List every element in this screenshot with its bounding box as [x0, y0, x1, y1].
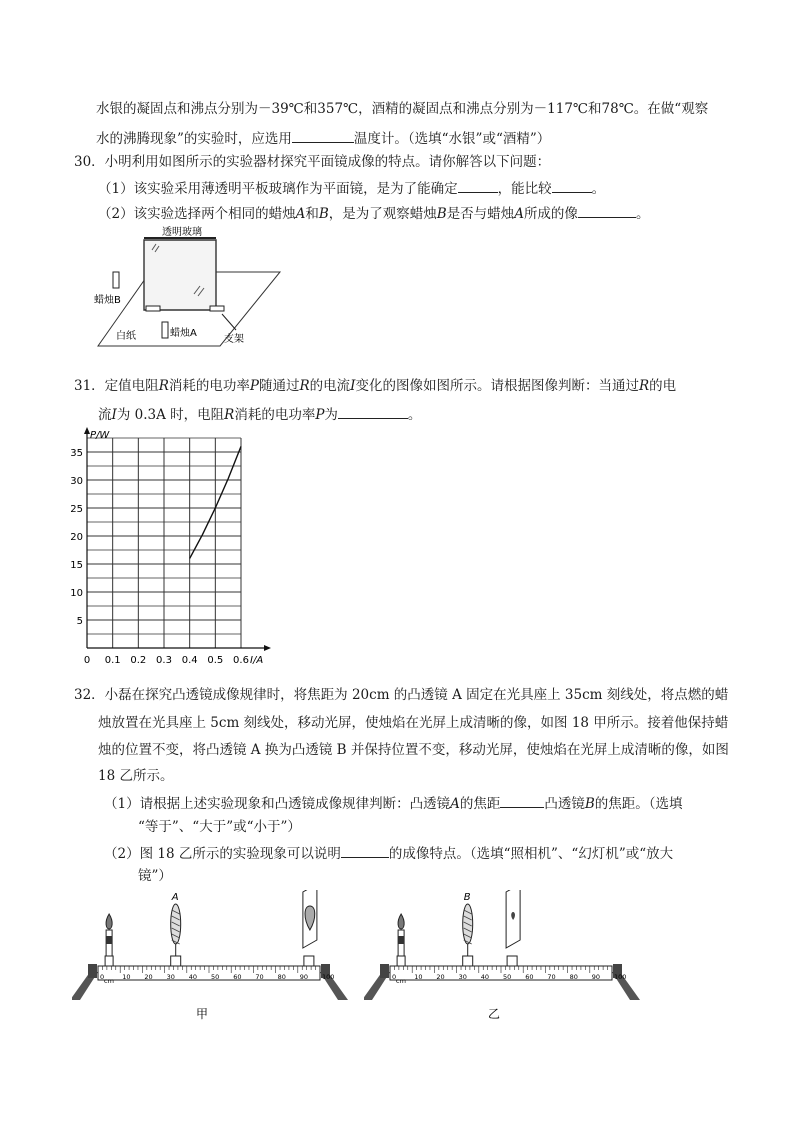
power-current-chart [64, 426, 274, 666]
ruler-tick-label: 60 [525, 973, 534, 981]
q29-line2-b: 温度计。（选填“水银”或“酒精”） [353, 131, 551, 147]
q31-line2 [98, 404, 421, 424]
q29-answer-blank[interactable] [292, 128, 354, 143]
ruler-tick-label: 50 [211, 973, 220, 981]
var-R: R [158, 378, 169, 394]
q31-l1-a: 31．定值电阻 [74, 378, 159, 394]
ruler-tick-label: 10 [414, 973, 423, 981]
q32-s2-a: （2）图 18 乙所示的实验现象可以说明 [104, 846, 341, 862]
q31-l1-e: 变化的图像如图所示。请根据图像判断：当通过 [355, 378, 639, 394]
lens-holder [171, 956, 181, 966]
candle-b [113, 272, 119, 288]
candle-flame [398, 914, 404, 929]
ruler-tick-label: 70 [255, 973, 264, 981]
ruler-tick-label: 90 [591, 973, 601, 981]
var-B: B [318, 206, 329, 222]
q31-l1-f: 的电 [649, 378, 677, 394]
var-A: A [514, 206, 524, 222]
x-axis-arrow [264, 645, 271, 651]
q32-p2: 烛放置在光具座上 5cm 刻线处，移动光屏，使烛焰在光屏上成清晰的像，如图 18 甲所示。接着他保持蜡 [98, 715, 729, 731]
y-tick-label: 15 [70, 560, 83, 571]
q30-blank-1[interactable] [458, 178, 498, 193]
q29-line2-a: 水的沸腾现象”的实验时，应选用 [96, 131, 292, 147]
x-tick-label: 0.6 [233, 655, 249, 666]
q32-sub2 [104, 843, 673, 863]
figure-label: 乙 [487, 1007, 501, 1021]
q30-sub2-a: （2）该实验选择两个相同的蜡烛 [98, 206, 296, 222]
var-A: A [295, 206, 306, 222]
ruler-tick-label: 50 [503, 973, 512, 981]
q32-blank-2[interactable] [341, 843, 389, 858]
q32-s1-c: 凸透镜 [544, 796, 585, 812]
screen-holder [507, 956, 517, 966]
q30-sub1-a: （1）该实验采用薄透明平板玻璃作为平面镜，是为了能确定 [98, 181, 458, 197]
y-axis-label: P/W [90, 430, 110, 441]
ruler-tick-label: 40 [188, 973, 198, 981]
ruler-tick-label: 80 [277, 973, 286, 981]
ruler-tick-label: 60 [233, 973, 242, 981]
lens-label: B [463, 892, 471, 903]
y-tick-label: 20 [70, 532, 83, 543]
q31-l1-b: 消耗的电功率 [168, 378, 250, 394]
q32-p3: 烛的位置不变，将凸透镜 A 换为凸透镜 B 并保持位置不变，移动光屏，使烛焰在光屏上成清晰的像，如图 [98, 742, 729, 758]
q30-blank-2[interactable] [552, 178, 592, 193]
q30-sub2 [98, 203, 649, 223]
candle-b-label: 蜡烛B [94, 295, 121, 306]
ruler-unit: cm [104, 977, 114, 985]
x-tick-label: 0.4 [181, 655, 198, 666]
q31-l2-b: 为 0.3A 时，电阻 [116, 407, 225, 423]
y-tick-label: 35 [70, 448, 83, 459]
q30-sub1-b: ，能比较 [497, 181, 552, 197]
var-P: P [249, 378, 259, 394]
q31-l1-d: 的电流 [309, 378, 351, 394]
q32-sub1-options: “等于”、“大于”或“小于”） [138, 819, 301, 835]
q32-p1: 32．小磊在探究凸透镜成像规律时，将焦距为 20cm 的凸透镜 A 固定在光具座上 35cm 刻线处，将点燃的蜡 [74, 687, 729, 703]
q32-s1-a: （1）请根据上述实验现象和凸透镜成像规律判断：凸透镜 [104, 796, 451, 812]
ruler-tick-label: 20 [436, 973, 445, 981]
q30-sub2-f: 。 [635, 206, 650, 222]
candle-holder [397, 956, 405, 966]
x-tick-label: 0.1 [104, 655, 121, 666]
q29-line1: 水银的凝固点和沸点分别为－39℃和357℃，酒精的凝固点和沸点分别为－117℃和78℃。在做“观察 [96, 101, 709, 117]
y-tick-label: 5 [76, 616, 83, 627]
ruler-tick-label: 70 [547, 973, 556, 981]
q32-sub1 [104, 793, 683, 813]
q30-sub2-c: ，是为了观察蜡烛 [328, 206, 437, 222]
q31-l2-d: 为 [324, 407, 338, 423]
glass-plate [144, 240, 216, 310]
figure-label: 甲 [195, 1007, 209, 1021]
ruler-tick-label: 80 [569, 973, 578, 981]
candle-flame [106, 914, 112, 929]
optical-bench-figure-jia [72, 890, 352, 1025]
stand-right [210, 306, 224, 311]
ruler-tick-label: 0 [392, 973, 397, 981]
y-tick-label: 30 [70, 476, 83, 487]
ruler-tick-label: 40 [480, 973, 490, 981]
q31-answer-blank[interactable] [338, 404, 408, 419]
q31-l2-e: 。 [407, 407, 422, 423]
q31-l2-a: 流 [98, 407, 112, 423]
var-R: R [224, 407, 235, 423]
ruler-tick-label: 0 [100, 973, 105, 981]
var-P: P [315, 407, 325, 423]
x-tick-label: 0.3 [156, 655, 172, 666]
y-tick-label: 10 [70, 588, 83, 599]
x-tick-label: 0.2 [130, 655, 147, 666]
q30-blank-3[interactable] [578, 203, 636, 218]
lens-label: A [171, 892, 179, 903]
bench-end-left [380, 964, 389, 978]
q30-stem: 30．小明利用如图所示的实验器材探究平面镜成像的特点。请你解答以下问题： [74, 154, 551, 170]
q32-sub2-tail: 镜”） [138, 868, 172, 884]
q32-s1-d: 的焦距。（选填 [594, 796, 683, 812]
x-axis-label: I/A [250, 655, 264, 666]
q32-blank-1[interactable] [500, 793, 544, 808]
var-B: B [584, 796, 595, 812]
ruler-tick-label: 30 [458, 973, 467, 981]
var-I: I [350, 378, 356, 394]
ruler-unit: cm [396, 977, 406, 985]
ruler-tick-label: 20 [144, 973, 153, 981]
var-R: R [638, 378, 650, 394]
stand-label: 支架 [224, 334, 244, 345]
candle-a-label: 蜡烛A [170, 328, 197, 339]
y-tick-label: 25 [70, 504, 83, 515]
var-I: I [111, 407, 117, 423]
q32-s1-b: 的焦距 [459, 796, 501, 812]
var-R: R [299, 378, 310, 394]
q30-sub2-d: 是否与蜡烛 [446, 206, 515, 222]
ruler-tick-label: 100 [322, 973, 335, 981]
q30-sub2-b: 和 [305, 206, 319, 222]
stand-left [146, 306, 160, 311]
q29-line2 [96, 128, 550, 148]
mirror-experiment-figure [90, 222, 300, 352]
q31-l1-c: 随通过 [258, 378, 300, 394]
x-tick-label: 0 [83, 655, 91, 666]
ruler-tick-label: 100 [614, 973, 627, 981]
ruler-tick-label: 10 [122, 973, 131, 981]
bench-end-left [88, 964, 97, 978]
q31-l2-c: 消耗的电功率 [234, 407, 316, 423]
q30-sub1 [98, 178, 605, 198]
var-A: A [450, 796, 460, 812]
paper-label: 白纸 [116, 331, 136, 342]
ruler-tick-label: 30 [166, 973, 175, 981]
lens-holder [463, 956, 473, 966]
q32-p4: 18 乙所示。 [98, 768, 174, 784]
candle-band [106, 936, 112, 944]
optical-bench-figure-yi [364, 890, 644, 1025]
q30-sub1-c: 。 [591, 181, 606, 197]
ruler-tick-label: 90 [299, 973, 309, 981]
candle-band [398, 936, 404, 944]
candle-holder [105, 956, 113, 966]
q32-s2-b: 的成像特点。（选填“照相机”、“幻灯机”或“放大 [388, 846, 674, 862]
candle-a [162, 322, 168, 338]
glass-label: 透明玻璃 [162, 227, 202, 238]
q30-sub2-e: 所成的像 [523, 206, 578, 222]
q31-line1 [74, 377, 676, 395]
x-tick-label: 0.5 [207, 655, 224, 666]
screen-holder [304, 956, 314, 966]
var-B: B [436, 206, 447, 222]
